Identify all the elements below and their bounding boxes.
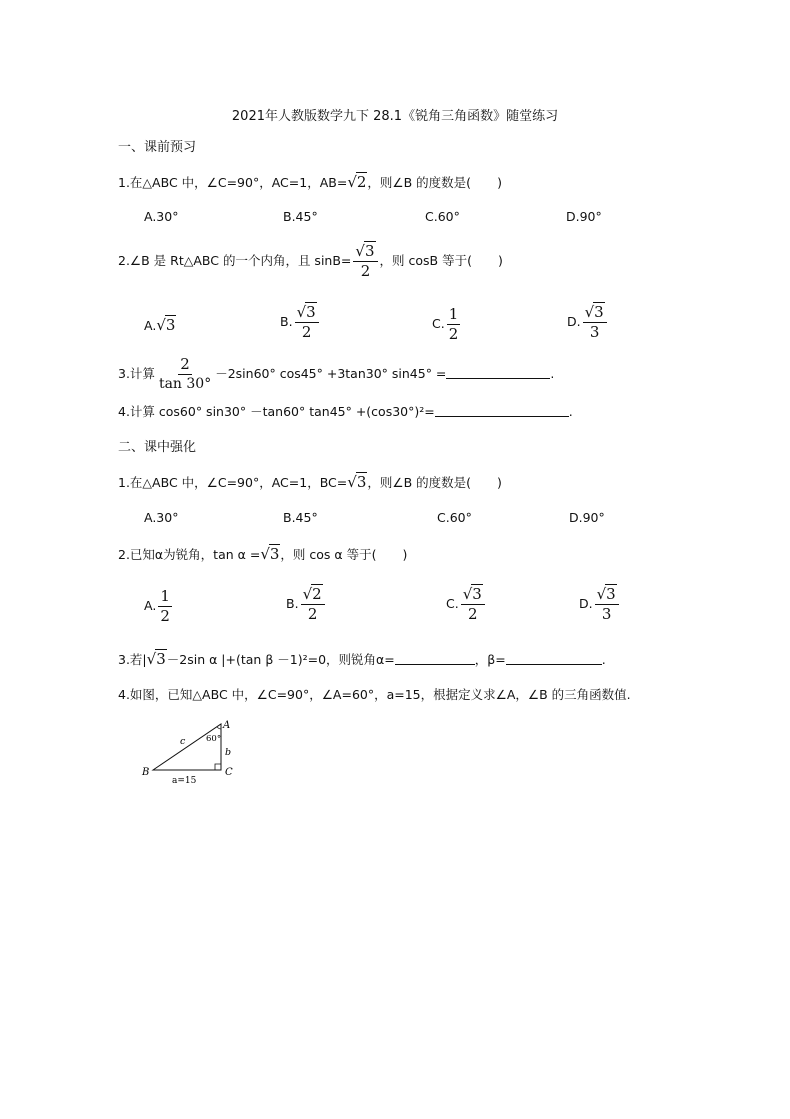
- option-c: C. $\frac{1}{2}$: [432, 305, 459, 343]
- answer-blank[interactable]: [435, 416, 569, 417]
- option-a: A.30°: [144, 209, 179, 224]
- question-1-1: [118, 172, 502, 193]
- question-2-4: 4.如图，已知△ABC 中，∠C=90°，∠A=60°，a=15，根据定义求∠A，∠B 的三角函数值.: [118, 687, 631, 702]
- option-b: B. $\frac{√3}{2}$: [280, 304, 321, 341]
- question-text: 1.在△ABC 中，∠C=90°，AC=1，BC=: [118, 475, 348, 490]
- question-text: 2.∠B 是 Rt△ABC 的一个内角，且 sinB=: [118, 253, 352, 268]
- question-1-3: 3.计算 $\frac{2}{\tan 30^\circ}$ －2sin60° cos45° +3tan30° sin45° = .: [118, 355, 555, 392]
- question-text: －2sin α |+(tan β －1)²=0，则锐角α=: [166, 652, 395, 667]
- alpha-answer-blank[interactable]: [395, 664, 475, 665]
- angle-60-label: 60°: [206, 734, 222, 744]
- question-text: －2sin60° cos45° +3tan30° sin45° =: [215, 366, 447, 381]
- side-c-label: c: [180, 736, 186, 747]
- option-c: C.60°: [437, 510, 472, 525]
- option-d: D.90°: [569, 510, 605, 525]
- question-text: ，则∠B 的度数是(: [367, 175, 472, 190]
- question-text: 1.在△ABC 中，∠C=90°，AC=1，AB=: [118, 175, 348, 190]
- question-2-1: [118, 472, 502, 493]
- question-text: 2.已知α为锐角，tan α =: [118, 547, 261, 562]
- question-1-4: 4.计算 cos60° sin30° －tan60° tan45° +(cos30°)²= .: [118, 404, 573, 419]
- radical-sqrt3: √3: [146, 650, 166, 668]
- answer-blank[interactable]: [446, 378, 550, 379]
- option-b: B.45°: [283, 209, 318, 224]
- option-a: A. $\frac{1}{2}$: [144, 587, 170, 625]
- angle-arc: [217, 727, 221, 729]
- question-text: ，则 cos α 等于(: [280, 547, 377, 562]
- question-2-3: 3.若|√3－2sin α |+(tan β －1)²=0，则锐角α= ，β= .: [118, 650, 606, 668]
- right-angle-mark: [215, 764, 221, 770]
- option-a: A.√3: [144, 316, 176, 334]
- question-1-2: [118, 243, 503, 280]
- side-a-label: a=15: [172, 776, 197, 786]
- beta-answer-blank[interactable]: [506, 664, 602, 665]
- right-triangle-figure: [140, 716, 260, 788]
- option-c: C. $\frac{√3}{2}$: [446, 586, 487, 623]
- option-b: B.45°: [283, 510, 318, 525]
- section-heading-1: 一、课前预习: [118, 140, 197, 155]
- option-d: D. $\frac{√3}{3}$: [567, 304, 609, 341]
- radical-sqrt2: √2: [347, 173, 367, 191]
- side-b-label: b: [225, 747, 232, 758]
- question-text: ，则 cosB 等于(: [379, 253, 472, 268]
- vertex-a-label: A: [223, 720, 231, 731]
- option-d: D. $\frac{√3}{3}$: [579, 586, 621, 623]
- option-c: C.60°: [425, 209, 460, 224]
- fraction-2-over-tan30: $\frac{2}{\tan 30^\circ}$: [158, 355, 212, 392]
- radical-sqrt3: √3: [260, 545, 280, 563]
- section-heading-2: 二、课中强化: [118, 440, 197, 455]
- option-d: D.90°: [566, 209, 602, 224]
- option-a: A.30°: [144, 510, 179, 525]
- question-text: 4.计算 cos60° sin30° －tan60° tan45° +(cos30°)²=: [118, 404, 435, 419]
- question-text: 3.计算: [118, 366, 155, 381]
- fraction-sqrt3-over-2: $\frac{√3}{2}$: [353, 243, 377, 280]
- question-text: ，则∠B 的度数是(: [367, 475, 472, 490]
- question-2-2: [118, 544, 407, 565]
- page-title: 2021年人教版数学九下 28.1《锐角三角函数》随堂练习: [231, 109, 559, 124]
- vertex-c-label: C: [225, 767, 233, 778]
- answer-paren[interactable]: ): [497, 475, 502, 490]
- answer-paren[interactable]: ): [497, 175, 502, 190]
- radical-sqrt3: √3: [347, 473, 367, 491]
- answer-paren[interactable]: ): [497, 253, 503, 268]
- vertex-b-label: B: [142, 767, 150, 778]
- triangle-outline: [153, 724, 221, 770]
- option-b: B. $\frac{√2}{2}$: [286, 586, 327, 623]
- question-text: 3.若|: [118, 652, 147, 667]
- answer-paren[interactable]: ): [402, 547, 408, 562]
